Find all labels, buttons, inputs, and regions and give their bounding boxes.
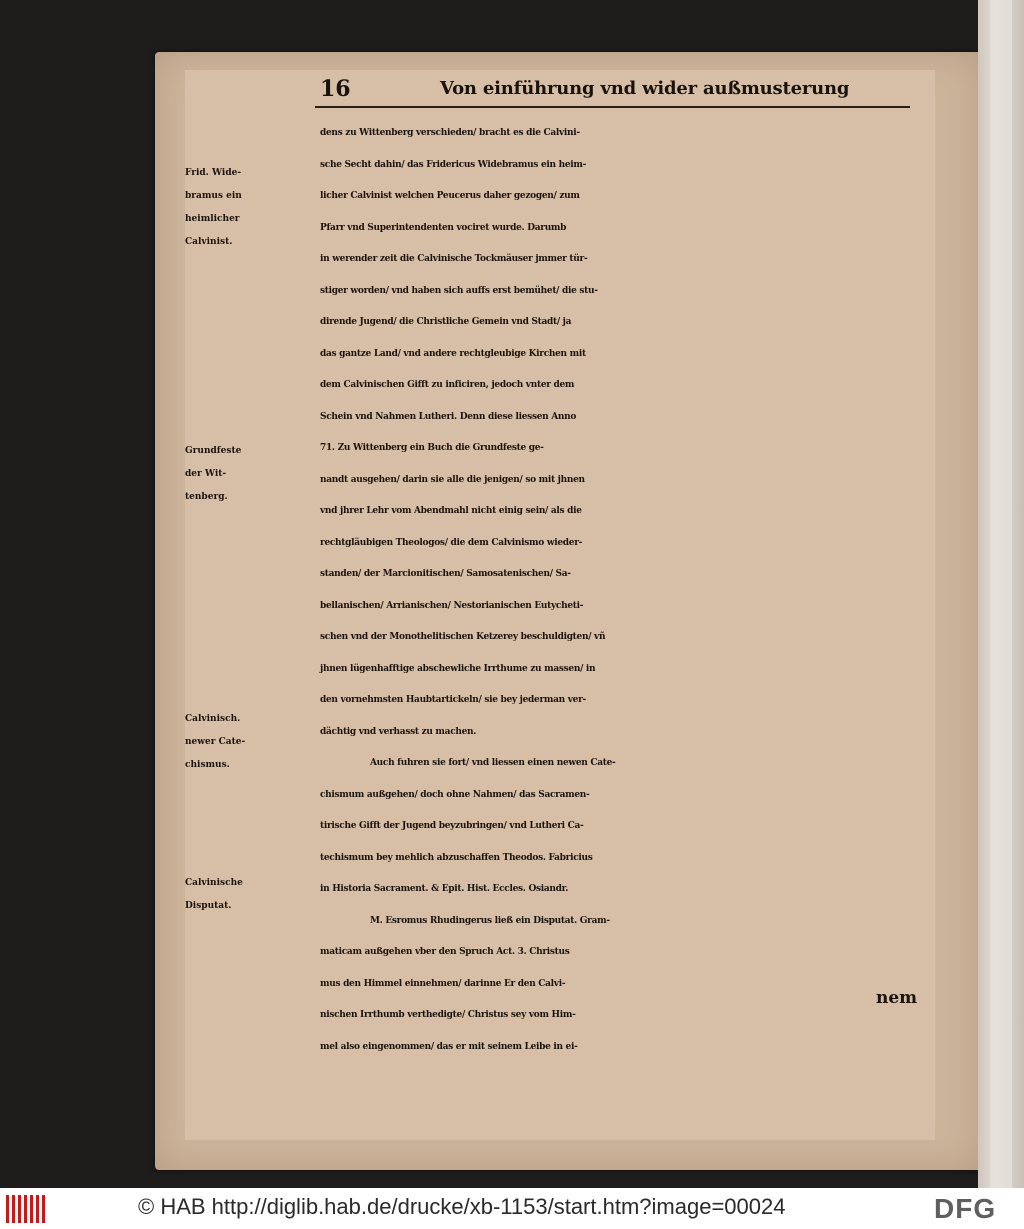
text-line: den vornehmsten Haubtartickeln/ sie bey jederman ver-	[320, 695, 586, 705]
margin-note	[185, 708, 315, 777]
hab-logo-icon	[6, 1195, 46, 1223]
margin-note-line: heimlicher	[185, 214, 240, 224]
text-line: M. Esromus Rhudingerus ließ ein Disputat. Gram-	[370, 915, 610, 926]
margin-note-line: newer Cate-	[185, 737, 246, 747]
text-line: dens zu Wittenberg verschieden/ bracht es die Calvini-	[320, 128, 580, 138]
text-line: nischen Irrthumb verthedigte/ Christus sey vom Him-	[320, 1010, 576, 1020]
footer-bar	[0, 1188, 1024, 1229]
text-line: das gantze Land/ vnd andere rechtgleubige Kirchen mit	[320, 348, 586, 359]
text-line: rechtgläubigen Theologos/ die dem Calvinismo wieder-	[320, 537, 583, 548]
text-line: Pfarr vnd Superintendenten vociret wurde. Darumb	[320, 222, 567, 233]
margin-note-line: Disputat.	[185, 901, 232, 911]
text-line: tirische Gifft der Jugend beyzubringen/ vnd Lutheri Ca-	[320, 821, 584, 831]
margin-note	[185, 440, 315, 509]
margin-note-line: tenberg.	[185, 492, 228, 502]
margin-note-line: Calvinische	[185, 878, 243, 888]
margin-note	[185, 162, 315, 254]
text-line: dem Calvinischen Gifft zu inficiren, jedoch vnter dem	[320, 380, 575, 390]
text-line: bellanischen/ Arrianischen/ Nestorianischen Eutycheti-	[320, 600, 584, 611]
catchword: nem	[876, 988, 918, 1008]
margin-note-line: der Wit-	[185, 469, 227, 479]
header-rule	[315, 106, 910, 108]
text-line: in werender zeit die Calvinische Tockmäuser jmmer tür-	[320, 254, 588, 264]
text-line: mel also eingenommen/ das er mit seinem Leibe in ei-	[320, 1041, 578, 1052]
margin-note-line: Grundfeste	[185, 446, 242, 456]
margin-note-line: chismus.	[185, 760, 230, 770]
text-line: techismum bey mehlich abzuschaffen Theodos. Fabricius	[320, 852, 593, 863]
text-line: mus den Himmel einnehmen/ darinne Er den Calvi-	[320, 978, 566, 989]
running-head: Von einführung vnd wider außmusterung	[440, 78, 850, 99]
text-line: licher Calvinist welchen Peucerus daher gezogen/ zum	[320, 191, 580, 201]
body-text	[320, 118, 920, 1063]
text-line: nandt ausgehen/ darin sie alle die jenigen/ so mit jhnen	[320, 474, 585, 485]
copyright-link[interactable]: © HAB http://diglib.hab.de/drucke/xb-1153/start.htm?image=00024	[138, 1194, 786, 1219]
text-line: maticam außgehen vber den Spruch Act. 3. Christus	[320, 947, 570, 957]
margin-note-line: bramus ein	[185, 191, 242, 201]
text-line: Auch fuhren sie fort/ vnd liessen einen newen Cate-	[370, 758, 616, 768]
text-line: schen vnd der Monothelitischen Ketzerey beschuldigten/ vñ	[320, 632, 606, 642]
page-header	[320, 76, 910, 106]
text-line: stiger worden/ vnd haben sich auffs erst bemühet/ die stu-	[320, 285, 598, 296]
text-line: vnd jhrer Lehr vom Abendmahl nicht einig sein/ als die	[320, 506, 582, 516]
margin-note	[185, 872, 315, 918]
text-line: Schein vnd Nahmen Lutheri. Denn diese liessen Anno	[320, 411, 577, 422]
text-line: 71. Zu Wittenberg ein Buch die Grundfeste ge-	[320, 443, 544, 453]
text-line: chismum außgehen/ doch ohne Nahmen/ das Sacramen-	[320, 789, 590, 800]
text-line: in Historia Sacrament. & Epit. Hist. Eccles. Osiandr.	[320, 884, 569, 894]
dfg-logo: DFG	[934, 1193, 997, 1224]
text-line: dirende Jugend/ die Christliche Gemein vnd Stadt/ ja	[320, 317, 572, 327]
text-line: dächtig vnd verhasst zu machen.	[320, 726, 477, 737]
margin-note-line: Calvinisch.	[185, 714, 241, 724]
page-number: 16	[320, 76, 351, 102]
text-line: sche Secht dahin/ das Fridericus Widebramus ein heim-	[320, 159, 587, 170]
text-line: jhnen lügenhafftige abschewliche Irrthume zu massen/ in	[320, 663, 596, 674]
text-line: standen/ der Marcionitischen/ Samosatenischen/ Sa-	[320, 569, 571, 579]
margin-note-line: Calvinist.	[185, 237, 233, 247]
adjacent-page-edge	[978, 0, 1024, 1188]
margin-note-line: Frid. Wide-	[185, 168, 242, 178]
